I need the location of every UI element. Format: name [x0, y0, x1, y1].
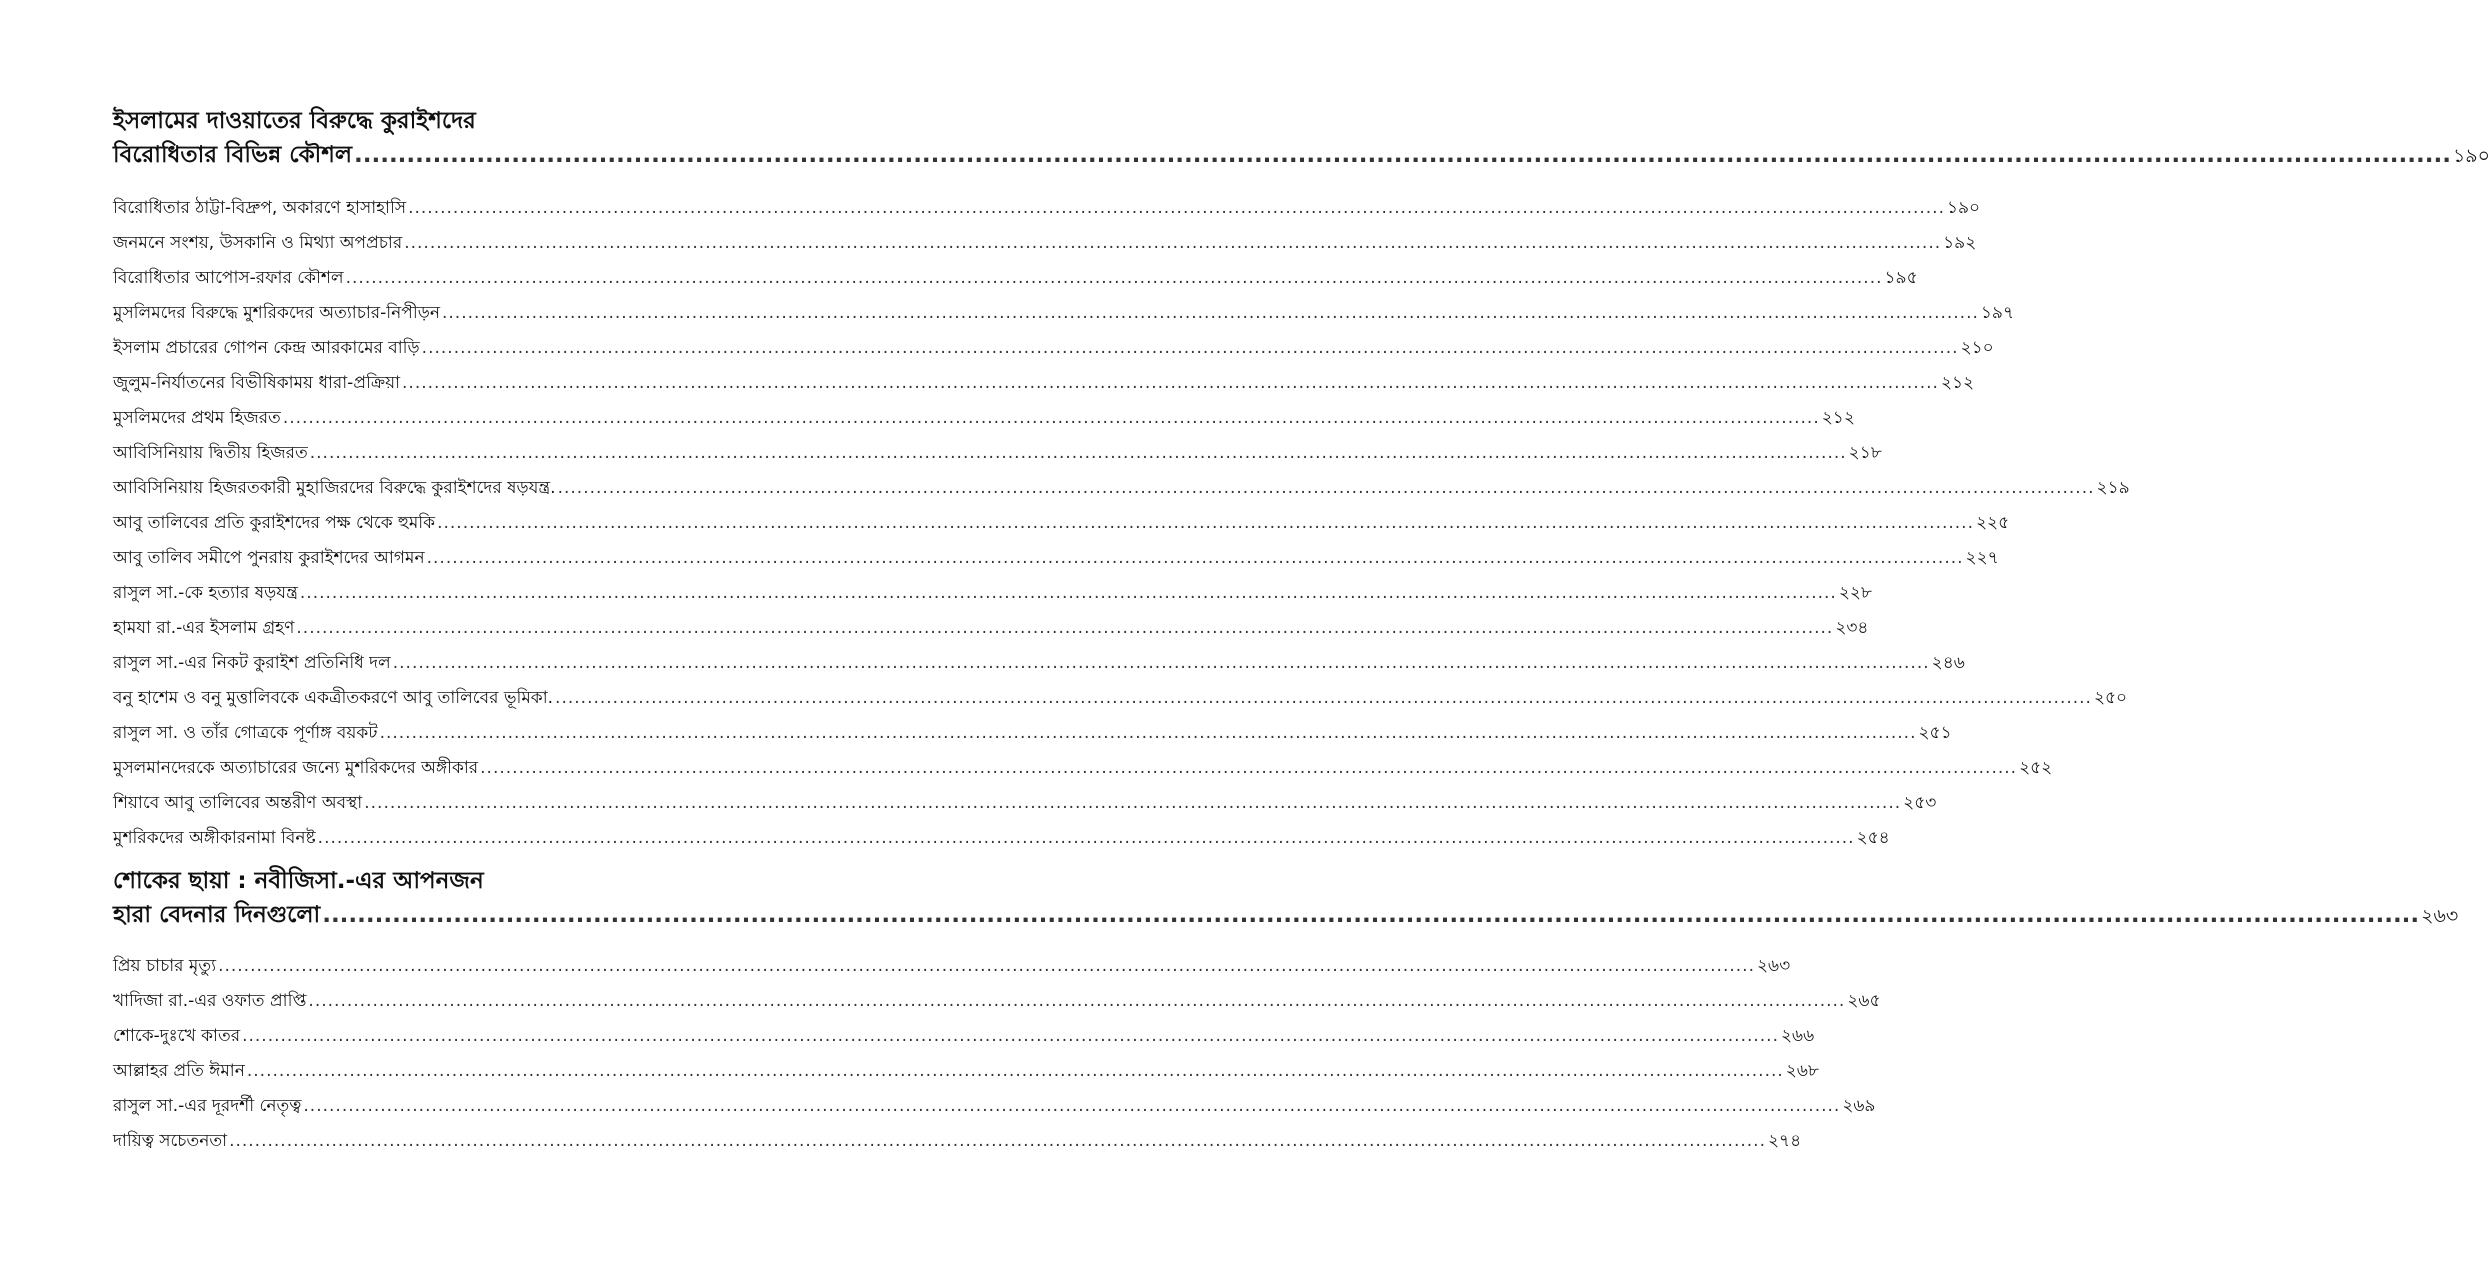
- section-heading: ইসলামের দাওয়াতের বিরুদ্ধে কুরাইশদের বিরোধিতার বিভিন্ন কৌশল ................................................................................................................................................................................................................................................ ১৯০: [113, 104, 691, 173]
- toc-entry[interactable]: বিরোধিতার আপোস-রফার কৌশল ................................................................................................................................................................................................................................................ ১৯৫: [113, 261, 691, 296]
- toc-entry-page: ২৫২: [2019, 758, 2053, 778]
- toc-entry-title: মুশরিকদের অঙ্গীকারনামা বিনষ্ট: [113, 828, 316, 848]
- toc-entry-page: ২৩৪: [1835, 618, 1869, 638]
- toc-entry-title: রাসুল সা.-এর নিকট কুরাইশ প্রতিনিধি দল: [113, 653, 391, 673]
- toc-entry-page: ২৬৩: [1756, 956, 1791, 976]
- toc-entry-page: ২৫০: [2093, 688, 2128, 708]
- toc-entry[interactable]: শোকে-দুঃখে কাতর ................................................................................................................................................................................................................................................ ২৬৬: [113, 1019, 691, 1054]
- toc-entry[interactable]: আবু তালিব সমীপে পুনরায় কুরাইশদের আগমন ................................................................................................................................................................................................................................................ ২২৭: [113, 541, 691, 576]
- toc-entry-title: রাসুল সা.-কে হত্যার ষড়যন্ত্র: [113, 583, 298, 603]
- toc-entry-page: ২২৫: [1976, 513, 2010, 533]
- toc-entry-title: আবু তালিবের প্রতি কুরাইশদের পক্ষ থেকে হুমকি: [113, 513, 436, 533]
- toc-entry[interactable]: হামযা রা.-এর ইসলাম গ্রহণ ................................................................................................................................................................................................................................................ ২৩৪: [113, 611, 691, 646]
- toc-entry[interactable]: রাসুল সা. ও তাঁর গোত্রকে পূর্ণাঙ্গ বয়কট ................................................................................................................................................................................................................................................ ২৫১: [113, 716, 691, 751]
- section-heading-page: ১৯০: [2452, 145, 2490, 167]
- toc-entry[interactable]: রাসুল সা.-এর নিকট কুরাইশ প্রতিনিধি দল ................................................................................................................................................................................................................................................ ২৪৬: [113, 646, 691, 681]
- toc-entry-title: দায়িত্ব সচেতনতা: [113, 1131, 228, 1151]
- toc-entry-title: আবিসিনিয়ায় দ্বিতীয় হিজরত: [113, 443, 308, 463]
- toc-entry[interactable]: জনমনে সংশয়, উসকানি ও মিথ্যা অপপ্রচার ................................................................................................................................................................................................................................................ ১৯২: [113, 226, 691, 261]
- toc-entry-title: জুলুম-নির্যাতনের বিভীষিকাময় ধারা-প্রক্রিয়া: [113, 373, 401, 393]
- toc-entry-title: মুসলিমদের বিরুদ্ধে মুশরিকদের অত্যাচার-নিপীড়ন: [113, 303, 440, 323]
- section-heading-line: ইসলামের দাওয়াতের বিরুদ্ধে কুরাইশদের: [113, 108, 476, 134]
- toc-entry[interactable]: বিরোধিতার ঠাট্টা-বিদ্রুপ, অকারণে হাসাহাসি ................................................................................................................................................................................................................................................ ১৯০: [113, 191, 691, 226]
- toc-entry-page: ২১৮: [1848, 443, 1882, 463]
- toc-entry-title: বিরোধিতার আপোস-রফার কৌশল: [113, 268, 344, 288]
- toc-entry-title: রাসুল সা.-এর দূরদর্শী নেতৃত্ব: [113, 1096, 302, 1116]
- toc-entry[interactable]: রাসুল সা.-কে হত্যার ষড়যন্ত্র ................................................................................................................................................................................................................................................ ২২৮: [113, 576, 691, 611]
- toc-entry[interactable]: মুশরিকদের অঙ্গীকারনামা বিনষ্ট ................................................................................................................................................................................................................................................ ২৫৪: [113, 821, 691, 856]
- toc-entry[interactable]: আবু তালিবের প্রতি কুরাইশদের পক্ষ থেকে হুমকি ................................................................................................................................................................................................................................................ ২২৫: [113, 506, 691, 541]
- toc-entry-title: ইসলাম প্রচারের গোপন কেন্দ্র আরকামের বাড়ি: [113, 338, 420, 358]
- toc-entry-page: ২২৭: [1965, 548, 1999, 568]
- section-heading-line: বিরোধিতার বিভিন্ন কৌশল: [113, 142, 352, 168]
- toc-entry-title: জনমনে সংশয়, উসকানি ও মিথ্যা অপপ্রচার: [113, 233, 403, 253]
- toc-entry[interactable]: মুসলমানদেরকে অত্যাচারের জন্যে মুশরিকদের অঙ্গীকার ................................................................................................................................................................................................................................................ ২৫২: [113, 751, 691, 786]
- toc-entry-page: ২১২: [1940, 373, 1975, 393]
- section-heading-page: ২৬৩: [2421, 905, 2459, 927]
- toc-entry-page: ২৬৯: [1842, 1096, 1876, 1116]
- toc-entry-page: ১৯০: [1947, 198, 1981, 218]
- section-heading-line: হারা বেদনার দিনগুলো: [113, 902, 321, 928]
- toc-entry-page: ১৯৫: [1884, 268, 1918, 288]
- toc-entry-title: শোকে-দুঃখে কাতর: [113, 1026, 241, 1046]
- toc-entry-page: ২৫৩: [1903, 793, 1937, 813]
- toc-entry-page: ২৬৬: [1781, 1026, 1815, 1046]
- section-heading-line: শোকের ছায়া : নবীজিসা.-এর আপনজন: [113, 868, 484, 894]
- toc-entry[interactable]: প্রিয় চাচার মৃত্যু ................................................................................................................................................................................................................................................ ২৬৩: [113, 949, 691, 984]
- toc-entry[interactable]: খাদিজা রা.-এর ওফাত প্রাপ্তি ................................................................................................................................................................................................................................................ ২৬৫: [113, 984, 691, 1019]
- toc-entry[interactable]: আবিসিনিয়ায় হিজরতকারী মুহাজিরদের বিরুদ্ধে কুরাইশদের ষড়যন্ত্র. ................................................................................................................................................................................................................................................ ২১৯: [113, 471, 691, 506]
- toc-entry-page: ২৫৪: [1856, 828, 1890, 848]
- toc-entry-page: ২১২: [1821, 408, 1855, 428]
- section-heading: শোকের ছায়া : নবীজিসা.-এর আপনজন হারা বেদনার দিনগুলো ................................................................................................................................................................................................................................................ ২৬৩: [113, 864, 691, 933]
- toc-entry-page: ২৬৮: [1785, 1061, 1819, 1081]
- toc-entry-title: আল্লাহর প্রতি ঈমান: [113, 1061, 245, 1081]
- toc-entry[interactable]: ইসলাম প্রচারের গোপন কেন্দ্র আরকামের বাড়ি ................................................................................................................................................................................................................................................ ২১০: [113, 331, 691, 366]
- toc-entry-page: ২৬৫: [1847, 991, 1881, 1011]
- toc-entry-page: ১৯৭: [1980, 303, 2015, 323]
- section-entries: [113, 949, 1881, 1159]
- toc-entry-title: বিরোধিতার ঠাট্টা-বিদ্রুপ, অকারণে হাসাহাসি: [113, 198, 407, 218]
- toc-entry[interactable]: মুসলিমদের প্রথম হিজরত ................................................................................................................................................................................................................................................ ২১২: [113, 401, 691, 436]
- toc-entry-title: শিয়াবে আবু তালিবের অন্তরীণ অবস্থা: [113, 793, 363, 813]
- toc-entry[interactable]: আবিসিনিয়ায় দ্বিতীয় হিজরত ................................................................................................................................................................................................................................................ ২১৮: [113, 436, 691, 471]
- table-of-contents: [113, 104, 2490, 1159]
- toc-entry[interactable]: রাসুল সা.-এর দূরদর্শী নেতৃত্ব ................................................................................................................................................................................................................................................ ২৬৯: [113, 1089, 691, 1124]
- toc-entry-title: আবু তালিব সমীপে পুনরায় কুরাইশদের আগমন: [113, 548, 425, 568]
- toc-entry[interactable]: শিয়াবে আবু তালিবের অন্তরীণ অবস্থা ................................................................................................................................................................................................................................................ ২৫৩: [113, 786, 691, 821]
- toc-entry-title: আবিসিনিয়ায় হিজরতকারী মুহাজিরদের বিরুদ্ধে কুরাইশদের ষড়যন্ত্র.: [113, 478, 556, 498]
- toc-entry-title: খাদিজা রা.-এর ওফাত প্রাপ্তি: [113, 991, 307, 1011]
- toc-entry-title: রাসুল সা. ও তাঁর গোত্রকে পূর্ণাঙ্গ বয়কট: [113, 723, 378, 743]
- toc-entry-page: ২১০: [1960, 338, 1994, 358]
- toc-entry[interactable]: আল্লাহর প্রতি ঈমান ................................................................................................................................................................................................................................................ ২৬৮: [113, 1054, 691, 1089]
- toc-entry-title: বনু হাশেম ও বনু মুত্তালিবকে একত্রীতকরণে আবু তালিবের ভূমিকা.: [113, 688, 554, 708]
- section-entries: [113, 191, 2130, 856]
- toc-entry-title: প্রিয় চাচার মৃত্যু: [113, 956, 217, 976]
- toc-entry[interactable]: মুসলিমদের বিরুদ্ধে মুশরিকদের অত্যাচার-নিপীড়ন ................................................................................................................................................................................................................................................ ১৯৭: [113, 296, 691, 331]
- toc-entry[interactable]: দায়িত্ব সচেতনতা ................................................................................................................................................................................................................................................ ২৭৪: [113, 1124, 691, 1159]
- toc-entry-page: ২৪৬: [1931, 653, 1965, 673]
- toc-entry-page: ১৯২: [1943, 233, 1977, 253]
- toc-entry[interactable]: বনু হাশেম ও বনু মুত্তালিবকে একত্রীতকরণে আবু তালিবের ভূমিকা. ................................................................................................................................................................................................................................................ ২৫০: [113, 681, 691, 716]
- toc-entry-title: হামযা রা.-এর ইসলাম গ্রহণ: [113, 618, 295, 638]
- toc-entry-page: ২৫১: [1918, 723, 1952, 743]
- toc-entry-title: মুসলমানদেরকে অত্যাচারের জন্যে মুশরিকদের অঙ্গীকার: [113, 758, 479, 778]
- toc-entry[interactable]: জুলুম-নির্যাতনের বিভীষিকাময় ধারা-প্রক্রিয়া ................................................................................................................................................................................................................................................ ২১২: [113, 366, 691, 401]
- toc-entry-page: ২২৮: [1838, 583, 1872, 603]
- toc-entry-page: ২৭৪: [1767, 1131, 1802, 1151]
- toc-entry-page: ২১৯: [2096, 478, 2130, 498]
- toc-entry-title: মুসলিমদের প্রথম হিজরত: [113, 408, 281, 428]
